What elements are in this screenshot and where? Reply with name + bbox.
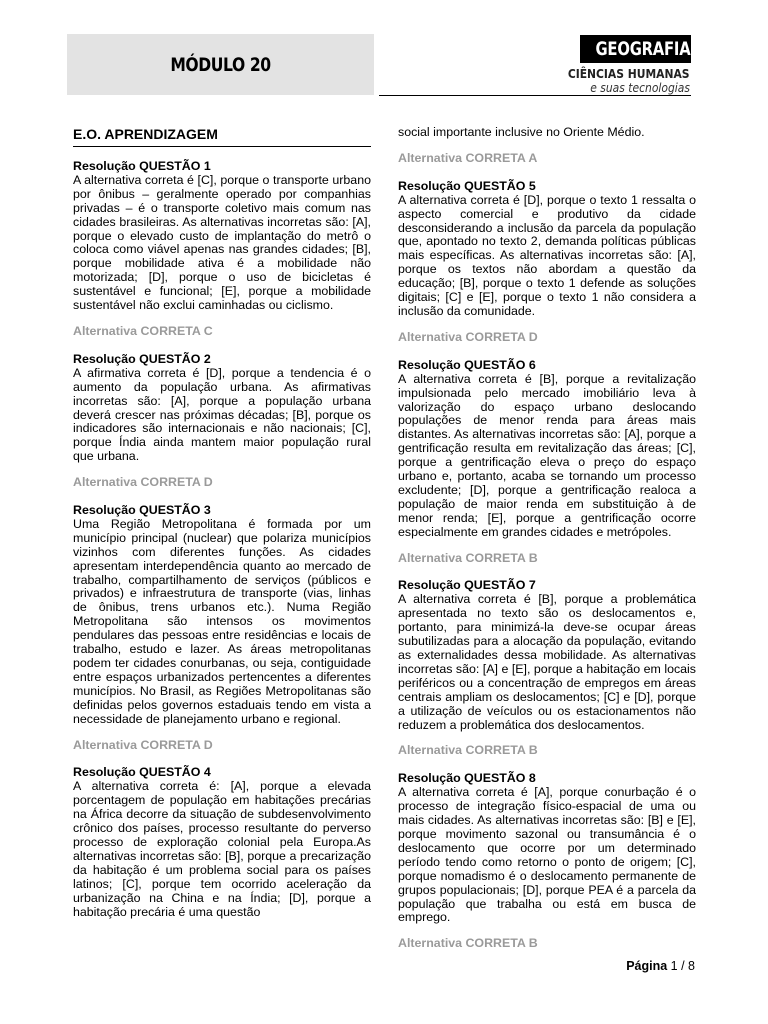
question-6-answer: Alternativa CORRETA B [398,550,538,565]
question-1-title: Resolução QUESTÃO 1 [73,159,211,173]
question-3-title: Resolução QUESTÃO 3 [73,503,211,518]
question-2-answer: Alternativa CORRETA D [73,475,213,490]
header-divider [379,95,691,96]
page-number [626,959,695,973]
question-1-answer: Alternativa CORRETA C [73,323,213,338]
question-6-title: Resolução QUESTÃO 6 [398,357,536,372]
question-5-answer: Alternativa CORRETA D [398,329,538,344]
left-column [73,126,371,919]
section-title: E.O. APRENDIZAGEM [73,126,218,142]
question-4-text-part1: A alternativa correta é: [A], porque a elevada porcentagem de população em habitações precárias na África decorre da situação de subdesenvolvimento crônico dos países, processo resultante do perverso processo de exploração colonial pela Europa.As alternativas incorretas são: [B], porque a precarização da habitação é um problema social para os países latinos; [C], porque tem ocorrido aceleração da urbanização na China e na Índia; [D], porque a habitação precária é uma questão [73,779,371,919]
page-label: Página [626,959,668,973]
right-column [398,126,696,965]
area-title: CIÊNCIAS HUMANAS [568,66,690,81]
question-6-text: A alternativa correta é [B], porque a revitalização impulsionada pelo mercado imobiliário leva à valorização do espaço urbano deslocando populações de menor renda para áreas mais distantes. As alternativas incorretas são: [A], porque a gentrificação resulta em revitalização das áreas; [C], porque a gentrificação eleva o preço do espaço urbano e, portanto, acaba se tornando um processo excludente; [D], porque a gentrificação realoca a população de maior renda em substituição à de menor renda; [E], porque a gentrificação ocorre especialmente em grandes cidades e metrópoles. [398,371,696,539]
question-4-text-part2: social importante inclusive no Oriente Médio. [398,125,645,139]
page-value: 1 / 8 [670,959,695,973]
question-3-text: Uma Região Metropolitana é formada por um município principal (nuclear) que polariza municípios vizinhos com diferentes funções. As cidades apresentam interdependência quanto ao mercado de trabalho, compartilhamento de serviços (públicos e privados) e infraestrutura de transporte (vias, linhas de ônibus, trens urbanos etc.). Numa Região Metropolitana são intensos os movimentos pendulares das pessoas entre residências e locais de trabalho, estudo e lazer. As áreas metropolitanas podem ter cidades conurbanas, ou seja, contiguidade entre espaços urbanizados pertencentes a diferentes municípios. No Brasil, as Regiões Metropolitanas são definidas pelos governos estaduais tendo em vista a necessidade de planejamento urbano e regional. [73,516,371,726]
question-7-title: Resolução QUESTÃO 7 [398,578,536,593]
question-5-title: Resolução QUESTÃO 5 [398,178,536,193]
question-8-title: Resolução QUESTÃO 8 [398,771,536,786]
question-7-answer: Alternativa CORRETA B [398,743,538,758]
question-8-text: A alternativa correta é [A], porque conurbação é o processo de integração físico-espacial de uma ou mais cidades. As alternativas incorretas são: [B] e [E], porque movimento sazonal ou transumância é o deslocamento que ocorre por um determinado período tendo como retorno o ponto de origem; [C], porque nomadismo é o deslocamento permanente de grupos populacionais; [D], porque PEA é a parcela da população que trabalha ou está em busca de emprego. [398,785,696,925]
subject-title: GEOGRAFIA 1 [595,38,706,60]
question-3-answer: Alternativa CORRETA D [73,737,213,752]
question-1-text: A alternativa correta é [C], porque o transporte urbano por ônibus – geralmente operado por companhias privadas – é o transporte coletivo mais comum nas cidades brasileiras. As alternativas incorretas são: [A], porque o elevado custo de implantação do metrô o coloca como viável apenas nas grandes cidades; [B], porque mobilidade ativa é a mobilidade não motorizada; [D], porque o uso de bicicletas é sustentável e funcional; [E], porque a mobilidade sustentável não exclui caminhadas ou ciclismo. [73,172,371,313]
section-divider [73,146,371,147]
question-2-title: Resolução QUESTÃO 2 [73,351,211,366]
module-title: MÓDULO 20 [170,54,271,76]
question-4-title: Resolução QUESTÃO 4 [73,765,211,780]
subject-badge [580,35,706,63]
question-8-answer: Alternativa CORRETA B [398,936,538,951]
module-header [67,34,374,95]
area-subtitle: e suas tecnologias [590,80,690,95]
question-7-text: A alternativa correta é [B], porque a problemática apresentada no texto são os deslocamentos e, portanto, para minimizá-la deve-se ocupar áreas subutilizadas para a alocação da população, evitando as externalidades dessa mobilidade. As alternativas incorretas são: [A] e [E], porque a habitação em locais periféricos ou a concentração de empregos em áreas centrais ampliam os deslocamentos; [C] e [D], porque a utilização de veículos ou os estacionamentos não reduzem a problemática dos deslocamentos. [398,592,696,732]
question-5-text: A alternativa correta é [D], porque o texto 1 ressalta o aspecto comercial e produtivo da cidade desconsiderando a inclusão da parcela da população que, apontado no texto 2, demanda políticas públicas mais específicas. As alternativas incorretas são: [A], porque os textos não abordam a questão da educação; [B], porque o texto 1 defende as soluções digitais; [C] e [E], porque o texto 1 não considera a inclusão da comunidade. [398,192,696,318]
question-4-answer: Alternativa CORRETA A [398,150,538,165]
question-2-text: A afirmativa correta é [D], porque a tendencia é o aumento da população urbana. As afirmativas incorretas são: [A], porque a população urbana deverá crescer nas próximas décadas; [B], porque os indicadores são internacionais e não nacionais; [C], porque Índia ainda mantem maior população rural que urbana. [73,365,371,464]
